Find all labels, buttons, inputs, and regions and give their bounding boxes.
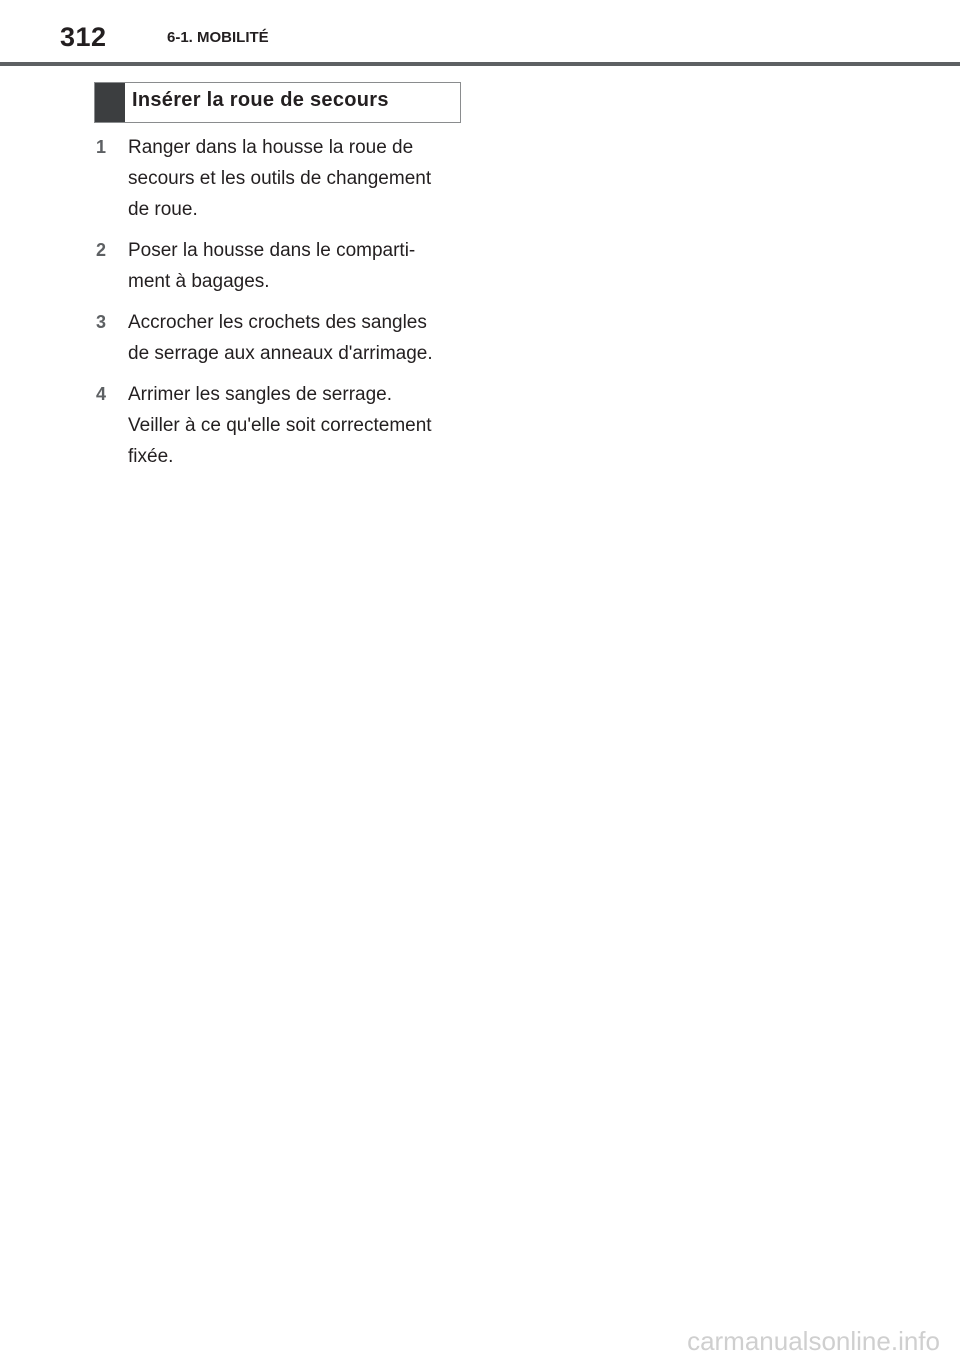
page-number: 312	[60, 22, 107, 52]
step-item	[96, 235, 476, 297]
header-rule	[0, 62, 960, 66]
section-title: 6-1. MOBILITÉ	[167, 29, 269, 46]
heading-marker-bar	[95, 83, 125, 122]
section-heading	[94, 82, 461, 123]
step-item	[96, 307, 476, 369]
watermark: carmanualsonline.info	[687, 1326, 940, 1356]
step-number: 2	[96, 240, 107, 260]
heading-title: Insérer la roue de secours	[132, 89, 389, 111]
steps-list	[96, 132, 476, 482]
step-text: Accrocher les crochets des sangles de serrage aux anneaux d'arrimage.	[128, 312, 433, 364]
step-number: 3	[96, 312, 107, 332]
step-text: Arrimer les sangles de serrage. Veiller à ce qu'elle soit correctement fixée.	[128, 384, 432, 467]
step-text: Poser la housse dans le comparti- ment à bagages.	[128, 240, 416, 292]
step-number: 1	[96, 137, 107, 157]
step-number: 4	[96, 384, 107, 404]
step-item	[96, 132, 476, 225]
step-text: Ranger dans la housse la roue de secours et les outils de changement de roue.	[128, 137, 432, 220]
step-item	[96, 379, 476, 472]
